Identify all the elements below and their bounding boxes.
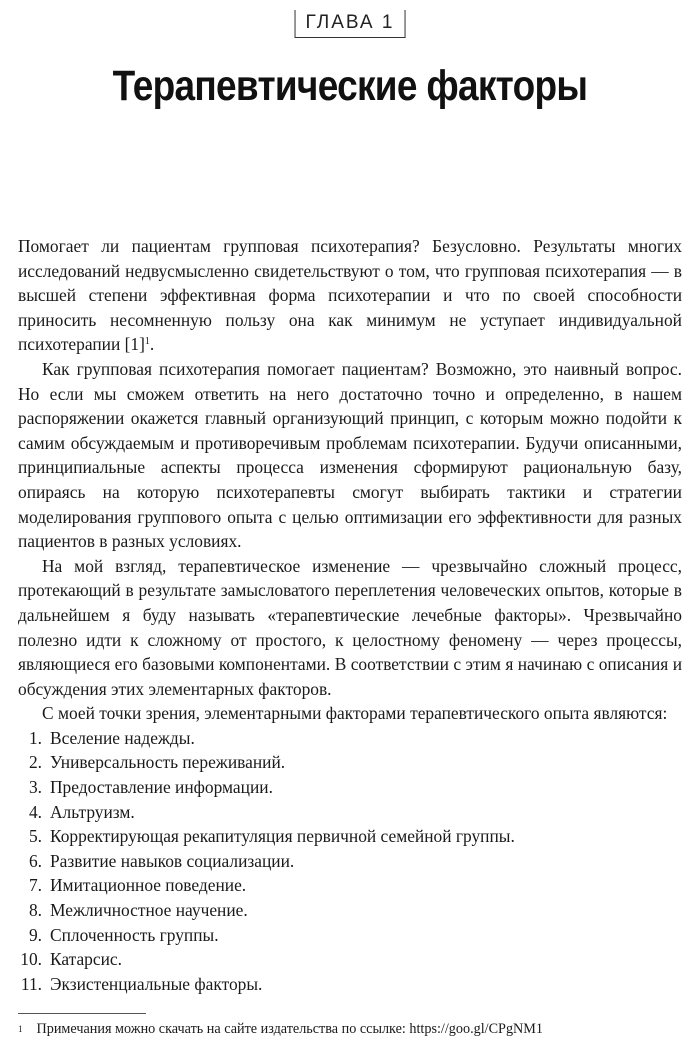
- body-text: [18, 234, 682, 996]
- list-item: [18, 849, 682, 874]
- list-item-text: Экзистенциальные факторы.: [50, 973, 263, 994]
- list-item-number: 4.: [28, 801, 42, 822]
- list-item-text: Корректирующая рекапитуляция первичной семейной группы.: [50, 826, 515, 847]
- list-item-number: 9.: [28, 924, 42, 945]
- list-item-text: Катарсис.: [50, 949, 122, 970]
- list-item: [18, 726, 682, 751]
- list-item-number: 2.: [28, 752, 42, 773]
- list-item-text: Альтруизм.: [50, 801, 135, 822]
- chapter-label: ГЛАВА 1: [295, 10, 406, 38]
- footnote-divider: [18, 1013, 146, 1014]
- factors-list: [18, 726, 682, 997]
- list-item-number: 8.: [28, 900, 42, 921]
- footnote: [18, 1019, 682, 1039]
- list-item-number: 10.: [20, 949, 42, 970]
- list-item: [18, 923, 682, 948]
- chapter-title: Терапевтические факторы: [112, 62, 588, 110]
- paragraph-4: С моей точки зрения, элементарными факторами терапевтического опыта являются:: [42, 703, 668, 724]
- list-item-text: Сплоченность группы.: [50, 924, 219, 945]
- paragraph-2: Как групповая психотерапия помогает пациентам? Возможно, это наивный вопрос. Но если мы сможем ответить на него достаточно точно и определенно, в нашем распоряжении окажется главный организующий принцип, с которым можно подойти к самим обсуждаемым и противоречивым проблемам психотерапии. Будучи описанными, принципиальные аспекты процесса изменения сформируют рациональную базу, опираясь на которую психотерапевты смогут выбирать тактики и стратегии моделирования группового опыта с целью оптимизации его эффективности для разных пациентов в разных условиях.: [18, 358, 682, 552]
- list-item: [18, 775, 682, 800]
- list-item-text: Универсальность переживаний.: [50, 752, 286, 773]
- list-item-number: 7.: [28, 875, 42, 896]
- footnote-mark: 1: [18, 1024, 23, 1034]
- list-item-text: Развитие навыков социализации.: [50, 850, 295, 871]
- list-item-number: 6.: [28, 850, 42, 871]
- list-item-text: Межличностное научение.: [50, 900, 248, 921]
- footnote-ref: 1: [144, 336, 150, 348]
- list-item: [18, 972, 682, 997]
- list-item-text: Вселение надежды.: [50, 727, 195, 748]
- list-item: [18, 898, 682, 923]
- footnote-text: Примечания можно скачать на сайте издательства по ссылке: https://goo.gl/CPgNM1: [36, 1021, 544, 1037]
- list-item: [18, 750, 682, 775]
- list-item: [18, 947, 682, 972]
- list-item-number: 11.: [20, 973, 42, 994]
- paragraph-1: Помогает ли пациентам групповая психотерапия? Безусловно. Результаты многих исследований недвусмысленно свидетельствуют о том, что групповая психотерапия — в высшей степени эффективная форма психотерапии и что по своей способности приносить несомненную пользу она как минимум не уступает индивидуальной психотерапии $[1]^1$.: [18, 236, 682, 355]
- list-item-number: 3.: [28, 777, 42, 798]
- list-item: [18, 824, 682, 849]
- paragraph-3: На мой взгляд, терапевтическое изменение — чрезвычайно сложный процесс, протекающий в результате замысловатого переплетения человеческих опытов, которые в дальнейшем я буду называть «терапевтические лечебные факторы». Чрезвычайно полезно идти к сложному от простого, к целостному феномену — через процессы, являющиеся его базовыми компонентами. В соответствии с этим я начинаю с описания и обсуждения этих элементарных факторов.: [18, 555, 682, 699]
- list-item: [18, 873, 682, 898]
- list-item-text: Предоставление информации.: [50, 777, 273, 798]
- list-item-number: 1.: [28, 727, 42, 748]
- paragraph-1-text: Помогает ли пациентам групповая психотерапия? Безусловно. Результаты многих исследований недвусмысленно свидетельствуют о том, что групповая психотерапия — в высшей степени эффективная форма психотерапии и что по своей способности приносить несомненную пользу она как минимум не уступает индивидуальной психотерапии [1]: [18, 236, 682, 355]
- list-item-text: Имитационное поведение.: [50, 875, 247, 896]
- list-item-number: 5.: [28, 826, 42, 847]
- list-item: [18, 800, 682, 825]
